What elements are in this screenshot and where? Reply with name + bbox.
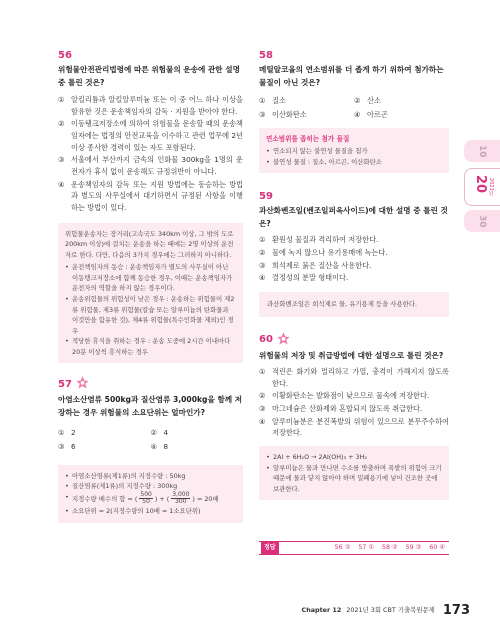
bullet-icon: • (266, 463, 270, 472)
page-footer (300, 601, 470, 621)
explanation-intro: 위험물운송자는 장거리(고속국도 340km 이상, 그 밖의 도로 200km 이상)에 걸치는 운송을 하는 때에는 2명 이상의 운전자로 한다. 다만, 다음의 3가지 경우에는 그러하지 아니하다. (65, 229, 234, 259)
tab-label-bottom: 30 (476, 215, 487, 228)
option-4[interactable]: ④ 아르곤 (354, 109, 388, 119)
star-icon (75, 375, 90, 390)
option-1[interactable]: ① 질소 (259, 96, 286, 106)
option-4[interactable]: ④ 8 (150, 442, 169, 452)
bullet-icon: • (65, 263, 69, 272)
options (58, 427, 243, 452)
explanation-box: 위험물운송자는 장거리(고속국도 340km 이상, 그 밖의 도로 200km 이상)에 걸치는 운송을 하는 때에는 2명 이상의 운전자로 한다. 다만, 다음의 3가지 경우에는 그러하지 아니하다. • 운전책임자의 동승 : 운송책임자가 별도의 사무실이 아닌 이동탱크저장소에 함께 동승한 경우, 이때는 운송책임자가 운전자의 역할을 하지 않는 경우이다. • 운송위험물의 위험성이 낮은 경우 : 운송하는 위험물이 제2류 위험물, 제3류 위험물(칼슘 또는 알루미늄의 탄화물과 이것만을 함유한 것), 제4류 위험물(특수인화물 제외)인 경우 • 적당한 휴식을 취하는 경우 : 운송 도중에 2시간 이내마다 20분 이상씩 휴식하는 경우 (58, 223, 243, 364)
question-60 (259, 333, 449, 501)
option-1[interactable]: ① 알킬리튬과 알킬알루미늄 또는 이 중 어느 하나 이상을 함유한 것은 운송책임자의 감독 · 지원을 받아야 한다. (58, 95, 243, 116)
answer-item: 60 ④ (429, 544, 445, 552)
option-3[interactable]: ③ 희석제로 묽은 질산을 사용한다. (259, 260, 372, 270)
question-text: 과산화벤조일(벤조일퍼옥사이드)에 대한 설명 중 틀린 것은? (259, 206, 448, 228)
question-text: 아염소산염류 500kg과 질산염류 3,000kg을 함께 저장하는 경우 위험물의 소요단위는 얼마인가? (58, 395, 243, 417)
bullet-icon: • (65, 507, 69, 515)
bullet-icon: • (266, 147, 270, 156)
bullet-icon: • (65, 492, 69, 501)
answer-item: 56 ③ (334, 544, 351, 552)
option-2[interactable]: ② 이황화탄소는 발화점이 낮으므로 물속에 저장한다. (259, 391, 430, 401)
question-59 (259, 191, 449, 316)
bullet-icon: • (65, 482, 69, 491)
left-column (58, 50, 243, 523)
footer-title: 2021년 3회 CBT 기출복원문제 (346, 606, 435, 615)
question-56 (58, 50, 243, 363)
explanation-box: 연소범위를 좁히는 첨가 물질 • 연소되지 않는 불연성 물질을 첨가 • 불연성 물질 : 질소, 아르곤, 이산화탄소 (259, 128, 449, 173)
bullet-icon: • (266, 453, 270, 462)
option-1[interactable]: ① 환원성 물질과 격리하여 저장한다. (259, 235, 379, 245)
answer-label: 정답 (261, 542, 279, 553)
option-3[interactable]: ③ 서울에서 부산까지 금속의 인화물 300kg을 1명의 운전자가 휴식 없이 운송해도 규정위반이 아니다. (58, 155, 243, 176)
explanation-box (259, 292, 449, 317)
question-58 (259, 50, 449, 173)
bullet-icon: • (65, 471, 69, 480)
option-3[interactable]: ③ 6 (58, 442, 76, 452)
chapter-label: Chapter 12 (301, 606, 342, 615)
question-number: 59 (259, 191, 273, 203)
bullet-icon: • (65, 294, 69, 303)
question-number: 60 (259, 334, 273, 346)
explanation-text: 과산화벤조일은 희석제로 물, 유기용제 등을 사용한다. (267, 300, 418, 308)
option-2[interactable]: ② 4 (150, 428, 169, 438)
options (259, 95, 449, 120)
option-3[interactable]: ③ 이산화탄소 (259, 109, 307, 119)
option-4[interactable]: ④ 운송책임자의 감독 또는 지원 방법에는 동승하는 방법과 별도의 사무실에서 대기하면서 규정된 사항을 이행하는 방법이 있다. (58, 179, 243, 212)
question-number: 57 (58, 378, 72, 390)
option-4[interactable]: ④ 알루미늄분은 분진폭발의 위험이 있으므로 분무주수하여 저장한다. (259, 416, 449, 438)
explanation-box: • 2Al + 6H₂O → 2Al(OH)₃ + 3H₂ • 알루미늄은 물과 만나면 수소를 방출하며 폭발의 위험이 크기 때문에 물과 닿지 않아야 하며 밀폐용기에 넣어 건조한 곳에 보관한다. (259, 446, 449, 500)
question-text: 위험물안전관리법령에 따른 위험물의 운송에 관한 설명 중 틀린 것은? (58, 65, 240, 87)
question-57 (58, 377, 243, 522)
options (259, 234, 449, 284)
question-number: 56 (58, 50, 72, 61)
option-1[interactable]: ① 2 (58, 428, 76, 438)
tab-label-middle-sub: 2021년 (487, 178, 494, 196)
answer-item: 58 ② (381, 544, 398, 552)
explanation-title: 연소범위를 좁히는 첨가 물질 (266, 135, 350, 144)
answer-list (335, 543, 445, 553)
fraction: $\frac{3,000}{300}$ (172, 490, 190, 506)
answer-item: 59 ③ (405, 544, 422, 552)
explanation-box: • 아염소산염류(제1류)의 지정수량 : 50kg • 질산염류(제1류)의 지정수량 : 300kg • 지정수량 배수의 합 = ( $\frac{500}{50}$ ) + ( $\frac{3,000}{300}$ ) = 20배 • 소요단위 = 2(지정수량의 10배 = 1소요단위) (58, 465, 243, 523)
bullet-icon: • (65, 337, 69, 346)
answer-item: 57 ① (358, 544, 374, 552)
tab-label-middle: 20 (473, 175, 489, 194)
fraction: $\frac{500}{50}$ (140, 490, 152, 506)
option-4[interactable]: ④ 결정성의 분말 형태이다. (259, 273, 349, 283)
option-2[interactable]: ② 이동탱크저장소에 의하여 위험물을 운송할 때의 운송책임자에는 법정의 안전교육을 이수하고 관련 업무에 2년 이상 종사한 경력이 있는 자도 포함된다. (58, 119, 243, 152)
option-3[interactable]: ③ 마그네슘은 산화제와 혼합되지 않도록 취급한다. (259, 404, 423, 414)
question-text: 메틸알코올의 연소범위를 더 좁게 하기 위하여 첨가하는 물질이 아닌 것은? (259, 65, 444, 87)
options (259, 366, 449, 439)
question-text: 위험물의 저장 및 취급방법에 대한 설명으로 틀린 것은? (259, 350, 444, 360)
page-number: 173 (442, 602, 470, 618)
tab-label-top: 10 (476, 145, 487, 158)
question-number: 58 (259, 50, 273, 61)
bullet-icon: • (266, 157, 270, 166)
option-1[interactable]: ① 적린은 화기와 멀리하고 가열, 충격이 가해지지 않도록 한다. (259, 367, 449, 388)
options (58, 94, 243, 214)
answer-bar (259, 541, 449, 555)
formula: 지정수량 배수의 합 = ( $\frac{500}{50}$ ) + ( $\frac{3,000}{300}$ ) = 20배 (72, 490, 219, 506)
option-2[interactable]: ② 산소 (354, 96, 381, 106)
option-2[interactable]: ② 물에 녹지 않으나 유기용매에 녹는다. (259, 248, 388, 258)
star-icon (276, 331, 291, 346)
side-tab (464, 140, 500, 240)
right-column (259, 50, 449, 500)
